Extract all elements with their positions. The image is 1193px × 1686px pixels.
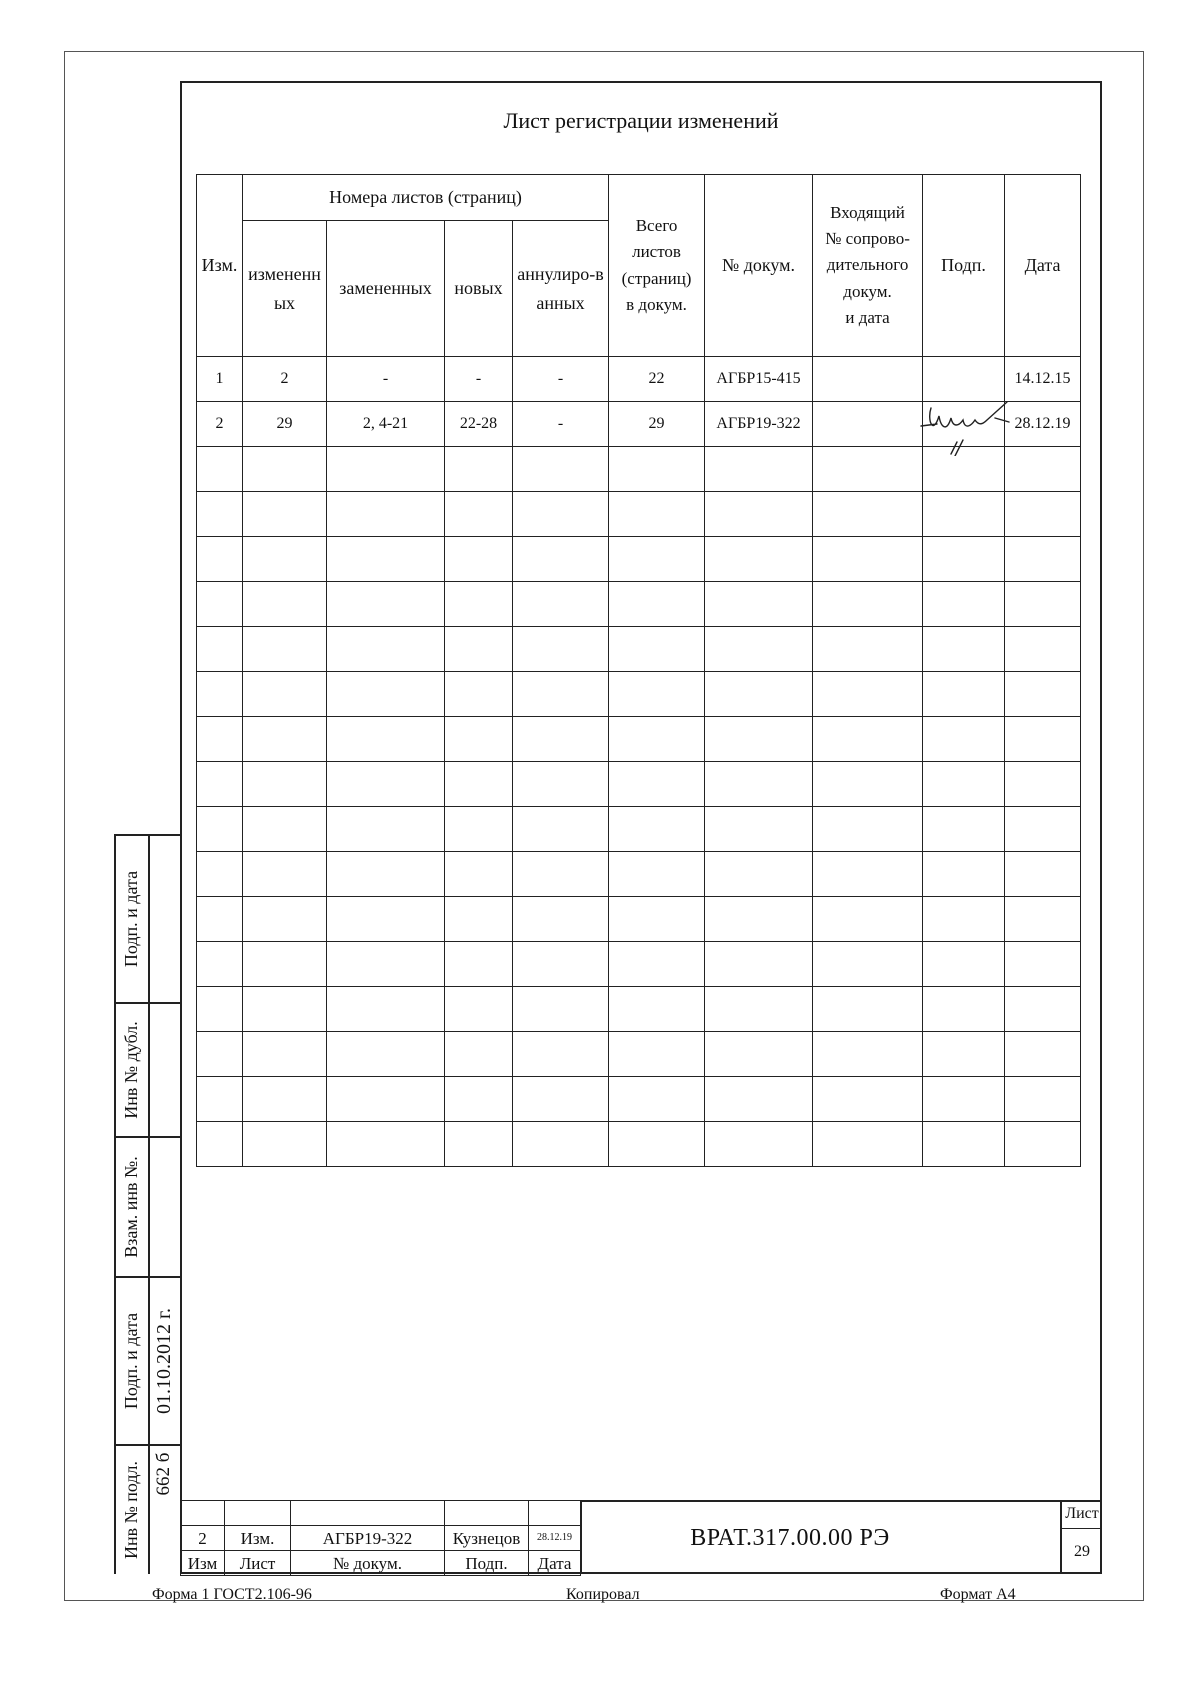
tb-date-value: 28.12.19 xyxy=(529,1526,581,1551)
empty-cell xyxy=(327,807,445,852)
empty-cell xyxy=(327,582,445,627)
cell-new: 22-28 xyxy=(445,402,513,447)
empty-cell xyxy=(813,627,923,672)
empty-cell xyxy=(705,537,813,582)
empty-cell xyxy=(923,627,1005,672)
empty-cell xyxy=(197,447,243,492)
table-row-empty xyxy=(197,627,1081,672)
cell-cancelled: - xyxy=(513,357,609,402)
empty-cell xyxy=(813,537,923,582)
empty-cell xyxy=(705,807,813,852)
strip-label-replace-inv: Взам. инв №. xyxy=(121,1156,141,1258)
empty-cell xyxy=(445,897,513,942)
empty-cell xyxy=(705,942,813,987)
cell-signature xyxy=(923,402,1005,447)
cell-changed: 29 xyxy=(243,402,327,447)
empty-cell xyxy=(1005,852,1081,897)
empty-cell xyxy=(243,582,327,627)
empty-cell xyxy=(513,987,609,1032)
cell-changed: 2 xyxy=(243,357,327,402)
empty-cell xyxy=(243,492,327,537)
page-title: Лист регистрации изменений xyxy=(503,108,779,133)
empty-cell xyxy=(813,447,923,492)
empty-cell xyxy=(445,582,513,627)
empty-cell xyxy=(197,492,243,537)
empty-cell xyxy=(513,1122,609,1167)
tb-label-sign: Подп. xyxy=(445,1551,529,1576)
empty-cell xyxy=(243,807,327,852)
header-cancelled: аннулиро-ванных xyxy=(513,221,609,357)
strip-cell-dup-inv xyxy=(116,1004,180,1138)
empty-cell xyxy=(609,762,705,807)
tb-doc-value: АГБР19-322 xyxy=(291,1526,445,1551)
strip-cell-replace-inv xyxy=(116,1138,180,1278)
cell-total: 22 xyxy=(609,357,705,402)
table-row xyxy=(197,357,1081,402)
strip-label-sign-date-2: Подп. и дата xyxy=(121,1312,141,1410)
empty-cell xyxy=(445,807,513,852)
empty-cell xyxy=(813,672,923,717)
cell-doc-number: АГБР15-415 xyxy=(705,357,813,402)
empty-cell xyxy=(243,762,327,807)
empty-cell xyxy=(513,537,609,582)
empty-cell xyxy=(923,582,1005,627)
cell-doc-number: АГБР19-322 xyxy=(705,402,813,447)
table-row-empty xyxy=(197,762,1081,807)
empty-cell xyxy=(327,627,445,672)
empty-cell xyxy=(513,447,609,492)
empty-cell xyxy=(923,942,1005,987)
empty-cell xyxy=(513,852,609,897)
empty-cell xyxy=(327,897,445,942)
empty-cell xyxy=(445,987,513,1032)
empty-cell xyxy=(197,852,243,897)
empty-cell xyxy=(327,987,445,1032)
empty-cell xyxy=(1005,807,1081,852)
empty-cell xyxy=(705,717,813,762)
empty-cell xyxy=(327,942,445,987)
header-changed: измененных xyxy=(243,221,327,357)
empty-cell xyxy=(609,807,705,852)
empty-cell xyxy=(197,582,243,627)
title-block-table xyxy=(180,1500,581,1576)
empty-cell xyxy=(327,1077,445,1122)
empty-cell xyxy=(243,1077,327,1122)
empty-cell xyxy=(705,852,813,897)
tb-label-izm: Изм xyxy=(181,1551,225,1576)
empty-cell xyxy=(923,1032,1005,1077)
empty-cell xyxy=(705,627,813,672)
strip-label-orig-inv: Инв № подл. xyxy=(121,1460,141,1560)
empty-cell xyxy=(609,447,705,492)
empty-cell xyxy=(197,1032,243,1077)
footer-format: Формат А4 xyxy=(940,1586,1016,1603)
empty-cell xyxy=(813,852,923,897)
empty-cell xyxy=(197,1122,243,1167)
empty-cell xyxy=(513,942,609,987)
empty-cell xyxy=(445,1077,513,1122)
empty-cell xyxy=(243,897,327,942)
table-row-empty xyxy=(197,537,1081,582)
tb-label-list: Лист xyxy=(225,1551,291,1576)
empty-cell xyxy=(813,897,923,942)
table-row-empty xyxy=(197,582,1081,627)
empty-cell xyxy=(243,627,327,672)
footer-copied: Копировал xyxy=(566,1586,640,1603)
table-row-empty xyxy=(197,807,1081,852)
empty-cell xyxy=(327,1122,445,1167)
empty-cell xyxy=(1005,717,1081,762)
empty-cell xyxy=(445,717,513,762)
empty-cell xyxy=(243,942,327,987)
empty-cell xyxy=(327,717,445,762)
empty-cell xyxy=(609,627,705,672)
empty-cell xyxy=(923,537,1005,582)
empty-cell xyxy=(705,1122,813,1167)
empty-cell xyxy=(705,762,813,807)
empty-cell xyxy=(445,627,513,672)
empty-cell xyxy=(197,897,243,942)
empty-cell xyxy=(705,1077,813,1122)
tb-list-value: Изм. xyxy=(225,1526,291,1551)
cell-replaced: - xyxy=(327,357,445,402)
empty-cell xyxy=(513,1077,609,1122)
header-sheet-numbers: Номера листов (страниц) xyxy=(243,175,609,221)
empty-cell xyxy=(243,852,327,897)
table-row-empty xyxy=(197,942,1081,987)
empty-cell xyxy=(445,1122,513,1167)
cell-signature xyxy=(923,357,1005,402)
cell-date: 28.12.19 xyxy=(1005,402,1081,447)
empty-cell xyxy=(243,1032,327,1077)
empty-cell xyxy=(609,1077,705,1122)
empty-cell xyxy=(813,762,923,807)
empty-cell xyxy=(705,672,813,717)
footer-form: Форма 1 ГОСТ2.106-96 xyxy=(152,1586,312,1603)
table-row-empty xyxy=(197,492,1081,537)
empty-cell xyxy=(813,942,923,987)
sheet-label: Лист xyxy=(1062,1500,1102,1529)
empty-cell xyxy=(705,492,813,537)
table-row-empty xyxy=(197,1077,1081,1122)
empty-cell xyxy=(197,627,243,672)
empty-cell xyxy=(813,1077,923,1122)
strip-cell-sign-date-top xyxy=(116,836,180,1004)
empty-cell xyxy=(923,762,1005,807)
empty-cell xyxy=(1005,672,1081,717)
empty-cell xyxy=(813,717,923,762)
empty-cell xyxy=(705,1032,813,1077)
empty-cell xyxy=(327,492,445,537)
tb-label-date: Дата xyxy=(529,1551,581,1576)
empty-cell xyxy=(705,987,813,1032)
table-row-empty xyxy=(197,717,1081,762)
empty-cell xyxy=(609,492,705,537)
cell-incoming xyxy=(813,402,923,447)
empty-cell xyxy=(609,942,705,987)
empty-cell xyxy=(513,492,609,537)
empty-cell xyxy=(243,717,327,762)
empty-cell xyxy=(327,447,445,492)
strip-cell-orig-inv xyxy=(116,1446,180,1576)
cell-replaced: 2, 4-21 xyxy=(327,402,445,447)
empty-cell xyxy=(445,942,513,987)
empty-cell xyxy=(609,987,705,1032)
empty-cell xyxy=(923,807,1005,852)
empty-cell xyxy=(243,447,327,492)
empty-cell xyxy=(243,1122,327,1167)
table-row-empty xyxy=(197,672,1081,717)
empty-cell xyxy=(923,852,1005,897)
empty-cell xyxy=(197,987,243,1032)
empty-cell xyxy=(243,537,327,582)
empty-cell xyxy=(445,492,513,537)
sheet-box xyxy=(1060,1500,1102,1574)
empty-cell xyxy=(923,672,1005,717)
empty-cell xyxy=(513,627,609,672)
strip-value-date: 01.10.2012 г. xyxy=(153,1308,175,1414)
empty-cell xyxy=(609,537,705,582)
empty-cell xyxy=(327,762,445,807)
cell-date: 14.12.15 xyxy=(1005,357,1081,402)
empty-cell xyxy=(1005,897,1081,942)
empty-cell xyxy=(923,987,1005,1032)
empty-cell xyxy=(445,672,513,717)
header-incoming-doc: Входящий № сопрово- дительного докум. и дата xyxy=(813,175,923,357)
empty-cell xyxy=(197,672,243,717)
strip-label-sign-date: Подп. и дата xyxy=(121,870,141,968)
empty-cell xyxy=(445,537,513,582)
empty-cell xyxy=(1005,492,1081,537)
empty-cell xyxy=(445,447,513,492)
empty-cell xyxy=(813,492,923,537)
empty-cell xyxy=(197,762,243,807)
empty-cell xyxy=(327,1032,445,1077)
empty-cell xyxy=(813,582,923,627)
empty-cell xyxy=(813,987,923,1032)
empty-cell xyxy=(813,1032,923,1077)
empty-cell xyxy=(923,492,1005,537)
empty-cell xyxy=(813,807,923,852)
header-date: Дата xyxy=(1005,175,1081,357)
empty-cell xyxy=(609,717,705,762)
cell-incoming xyxy=(813,357,923,402)
left-stamp-strip xyxy=(114,834,180,1574)
table-row-empty xyxy=(197,897,1081,942)
empty-cell xyxy=(513,717,609,762)
sheet-number: 29 xyxy=(1074,1543,1090,1560)
tb-sign-value: Кузнецов xyxy=(445,1526,529,1551)
empty-cell xyxy=(1005,582,1081,627)
header-signature: Подп. xyxy=(923,175,1005,357)
empty-cell xyxy=(1005,537,1081,582)
empty-cell xyxy=(923,717,1005,762)
cell-cancelled: - xyxy=(513,402,609,447)
empty-cell xyxy=(1005,627,1081,672)
cell-new: - xyxy=(445,357,513,402)
empty-cell xyxy=(513,1032,609,1077)
empty-cell xyxy=(609,897,705,942)
empty-cell xyxy=(1005,762,1081,807)
cell-izm: 1 xyxy=(197,357,243,402)
empty-cell xyxy=(705,897,813,942)
empty-cell xyxy=(513,672,609,717)
empty-cell xyxy=(243,672,327,717)
empty-cell xyxy=(609,1122,705,1167)
tb-label-doc: № докум. xyxy=(291,1551,445,1576)
tb-izm-value: 2 xyxy=(181,1526,225,1551)
empty-cell xyxy=(197,1077,243,1122)
empty-cell xyxy=(197,537,243,582)
empty-cell xyxy=(1005,1122,1081,1167)
empty-cell xyxy=(513,762,609,807)
header-new: новых xyxy=(445,221,513,357)
empty-cell xyxy=(327,852,445,897)
empty-cell xyxy=(513,807,609,852)
empty-cell xyxy=(445,852,513,897)
empty-cell xyxy=(1005,1077,1081,1122)
empty-cell xyxy=(609,582,705,627)
empty-cell xyxy=(197,942,243,987)
empty-cell xyxy=(1005,942,1081,987)
empty-cell xyxy=(327,672,445,717)
table-row xyxy=(197,402,1081,447)
header-doc-number: № докум. xyxy=(705,175,813,357)
empty-cell xyxy=(609,852,705,897)
empty-cell xyxy=(1005,1032,1081,1077)
document-number: ВРАТ.317.00.00 РЭ xyxy=(690,1525,890,1551)
empty-cell xyxy=(327,537,445,582)
table-row-empty xyxy=(197,1032,1081,1077)
strip-label-dup-inv: Инв № дубл. xyxy=(121,1021,141,1119)
strip-value-inv: 662 б xyxy=(153,1452,174,1496)
empty-cell xyxy=(1005,987,1081,1032)
empty-cell xyxy=(197,717,243,762)
change-registration-table xyxy=(196,174,1081,1167)
empty-cell xyxy=(923,1077,1005,1122)
cell-izm: 2 xyxy=(197,402,243,447)
empty-cell xyxy=(513,897,609,942)
empty-cell xyxy=(513,582,609,627)
empty-cell xyxy=(609,672,705,717)
empty-cell xyxy=(923,897,1005,942)
header-izm: Изм. xyxy=(197,175,243,357)
table-row-empty xyxy=(197,987,1081,1032)
empty-cell xyxy=(705,582,813,627)
empty-cell xyxy=(445,762,513,807)
handwritten-signature-icon xyxy=(917,396,1017,456)
header-total-sheets: Всего листов (страниц) в докум. xyxy=(609,175,705,357)
empty-cell xyxy=(813,1122,923,1167)
table-row-empty xyxy=(197,852,1081,897)
empty-cell xyxy=(445,1032,513,1077)
header-replaced: замененных xyxy=(327,221,445,357)
cell-total: 29 xyxy=(609,402,705,447)
table-row-empty xyxy=(197,1122,1081,1167)
empty-cell xyxy=(197,807,243,852)
empty-cell xyxy=(609,1032,705,1077)
empty-cell xyxy=(243,987,327,1032)
empty-cell xyxy=(705,447,813,492)
empty-cell xyxy=(923,1122,1005,1167)
